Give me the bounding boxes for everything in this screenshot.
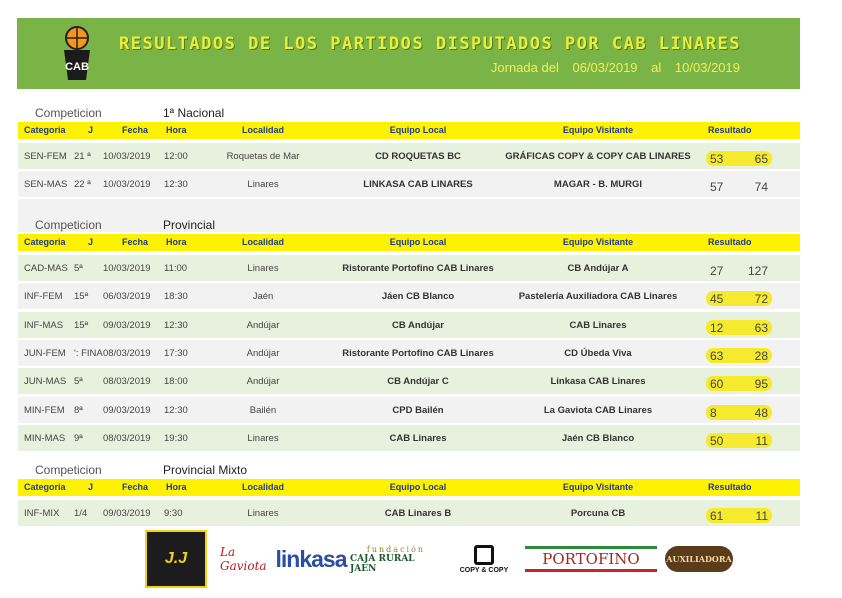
score-badge bbox=[706, 263, 772, 278]
sponsor-linkasa-logo: linkasa bbox=[275, 545, 347, 572]
cell-localidad: Bailén bbox=[249, 404, 277, 416]
date-al: al bbox=[651, 60, 662, 75]
cell-hora: 18:30 bbox=[164, 291, 188, 303]
cell-equipo-visitante: Porcuna CB bbox=[570, 508, 626, 519]
score-badge bbox=[706, 376, 772, 391]
column-header-j: J bbox=[88, 125, 94, 135]
score-local: 60 bbox=[710, 377, 724, 392]
cell-equipo-local: CAB Linares B bbox=[384, 508, 452, 519]
score-badge bbox=[706, 179, 772, 194]
sponsor-auxiliadora-logo: AUXILIADORA bbox=[665, 546, 733, 572]
score-visitante: 74 bbox=[754, 180, 768, 195]
column-header-j: J bbox=[88, 237, 94, 247]
table-row bbox=[18, 312, 800, 338]
jornada-label: Jornada del bbox=[490, 60, 559, 75]
score-visitante: 65 bbox=[754, 152, 768, 166]
cell-fecha: 09/03/2019 bbox=[103, 404, 151, 416]
column-header-local: Equipo Local bbox=[389, 482, 447, 492]
cell-categoria: INF-FEM bbox=[24, 291, 63, 303]
score-local: 12 bbox=[710, 320, 724, 335]
table-row bbox=[18, 500, 800, 526]
column-header-fecha: Fecha bbox=[122, 237, 149, 247]
score-visitante: 11 bbox=[755, 509, 768, 523]
cell-hora: 11:00 bbox=[164, 263, 188, 274]
column-header-hora: Hora bbox=[166, 482, 187, 492]
cell-categoria: JUN-FEM bbox=[24, 347, 66, 359]
cell-equipo-local: CAB Linares bbox=[389, 432, 447, 444]
sponsor-portofino-logo: PORTOFINO bbox=[525, 546, 657, 572]
cell-localidad: Linares bbox=[247, 432, 279, 444]
table-row bbox=[18, 283, 800, 309]
sponsor-caja-rural-logo bbox=[350, 530, 442, 588]
cell-jornada: 5ª bbox=[74, 263, 83, 274]
cell-jornada: 21 ª bbox=[74, 151, 91, 162]
cell-equipo-local: LINKASA CAB LINARES bbox=[363, 179, 473, 191]
cell-fecha: 10/03/2019 bbox=[103, 151, 151, 162]
table-header bbox=[18, 479, 800, 496]
score-visitante: 11 bbox=[755, 433, 768, 448]
table-row bbox=[18, 425, 800, 451]
date-range bbox=[481, 60, 740, 75]
column-header-hora: Hora bbox=[166, 237, 187, 247]
cell-fecha: 10/03/2019 bbox=[103, 179, 151, 191]
cell-fecha: 10/03/2019 bbox=[103, 263, 151, 274]
score-local: 8 bbox=[710, 405, 717, 420]
cell-categoria: SEN-MAS bbox=[24, 179, 68, 191]
sponsor-copy-logo bbox=[452, 530, 516, 588]
cell-equipo-visitante: Jaén CB Blanco bbox=[561, 432, 635, 444]
cell-hora: 19:30 bbox=[164, 432, 188, 444]
cell-equipo-local: Ristorante Portofino CAB Linares bbox=[342, 263, 494, 274]
cell-categoria: CAD-MAS bbox=[24, 263, 68, 274]
column-header-resultado: Resultado bbox=[708, 125, 752, 135]
cell-jornada: 15ª bbox=[74, 319, 89, 331]
score-badge bbox=[706, 433, 772, 448]
cell-categoria: INF-MIX bbox=[24, 508, 60, 519]
competition-label: Competicion bbox=[35, 463, 102, 477]
table-row bbox=[18, 368, 800, 394]
cell-categoria: INF-MAS bbox=[24, 319, 64, 331]
score-visitante: 28 bbox=[754, 348, 768, 363]
cell-equipo-local: CB Andújar bbox=[392, 319, 444, 331]
cell-equipo-local: CPD Bailén bbox=[392, 404, 444, 416]
score-local: 57 bbox=[710, 180, 724, 195]
score-badge bbox=[706, 291, 772, 306]
cell-localidad: Linares bbox=[247, 179, 279, 191]
cell-equipo-local: Jáen CB Blanco bbox=[381, 291, 455, 303]
cell-hora: 12:30 bbox=[164, 319, 188, 331]
column-header-resultado: Resultado bbox=[708, 237, 752, 247]
cell-categoria: MIN-FEM bbox=[24, 404, 65, 416]
sponsor-gaviota-logo: La Gaviota bbox=[220, 545, 267, 573]
cell-equipo-visitante: Linkasa CAB Linares bbox=[550, 376, 646, 388]
cell-jornada: 9ª bbox=[74, 432, 83, 444]
column-header-visitante: Equipo Visitante bbox=[562, 125, 634, 135]
cell-jornada: 22 ª bbox=[74, 179, 91, 191]
competition-name: Provincial bbox=[163, 218, 216, 232]
cell-equipo-local: CB Andújar C bbox=[387, 376, 449, 388]
column-header-fecha: Fecha bbox=[122, 125, 149, 135]
column-header-categoria: Categoria bbox=[24, 125, 66, 135]
score-local: 63 bbox=[710, 348, 724, 363]
date-from: 06/03/2019 bbox=[572, 60, 638, 75]
score-local: 45 bbox=[710, 292, 724, 307]
column-header-resultado: Resultado bbox=[708, 482, 752, 492]
competition-label: Competicion bbox=[35, 106, 102, 120]
column-header-fecha: Fecha bbox=[122, 482, 149, 492]
cell-localidad: Linares bbox=[247, 263, 279, 274]
column-header-localidad: Localidad bbox=[241, 482, 284, 492]
section-gap bbox=[18, 199, 800, 232]
caja-rural-line2: CAJA RURAL JAEN bbox=[350, 553, 415, 574]
column-header-local: Equipo Local bbox=[389, 237, 447, 247]
cell-hora: 17:30 bbox=[164, 347, 188, 359]
cell-hora: 18:00 bbox=[164, 376, 188, 388]
column-header-categoria: Categoria bbox=[24, 237, 66, 247]
cell-fecha: 08/03/2019 bbox=[103, 432, 151, 444]
cell-jornada: 15ª bbox=[74, 291, 89, 303]
cell-localidad: Andújar bbox=[246, 376, 280, 388]
sponsor-jj-logo: J.J bbox=[145, 530, 207, 588]
logo-text: CAB bbox=[65, 61, 89, 73]
table-row bbox=[18, 171, 800, 197]
table-row bbox=[18, 397, 800, 423]
score-visitante: 72 bbox=[754, 292, 768, 307]
score-badge bbox=[706, 320, 772, 335]
score-visitante: 95 bbox=[754, 377, 768, 392]
column-header-localidad: Localidad bbox=[241, 237, 284, 247]
cell-hora: 12:00 bbox=[164, 151, 188, 162]
cell-equipo-visitante: La Gaviota CAB Linares bbox=[543, 404, 653, 416]
score-badge bbox=[706, 151, 772, 166]
score-visitante: 127 bbox=[747, 264, 768, 278]
table-row bbox=[18, 143, 800, 169]
cell-hora: 12:30 bbox=[164, 404, 188, 416]
copy-text: COPY & COPY bbox=[459, 566, 509, 574]
cell-equipo-visitante: CAB Linares bbox=[569, 319, 627, 331]
cell-fecha: 09/03/2019 bbox=[103, 319, 151, 331]
cell-localidad: Linares bbox=[247, 508, 279, 519]
basketball-icon bbox=[55, 24, 99, 84]
cell-equipo-visitante: CB Andújar A bbox=[567, 263, 629, 274]
cell-localidad: Andújar bbox=[246, 347, 280, 359]
cell-categoria: MIN-MAS bbox=[24, 432, 66, 444]
cell-categoria: JUN-MAS bbox=[24, 376, 67, 388]
cell-equipo-visitante: MAGAR - B. MURGI bbox=[553, 179, 643, 191]
cell-fecha: 06/03/2019 bbox=[103, 291, 151, 303]
copy-icon bbox=[474, 545, 494, 565]
score-badge bbox=[706, 508, 772, 523]
cell-localidad: Roquetas de Mar bbox=[226, 151, 300, 162]
cell-jornada: 1/4 bbox=[74, 508, 88, 519]
cell-jornada: 8ª bbox=[74, 404, 83, 416]
score-local: 53 bbox=[710, 152, 724, 166]
competition-name: 1ª Nacional bbox=[163, 106, 225, 120]
cell-localidad: Andújar bbox=[246, 319, 280, 331]
competition-name: Provincial Mixto bbox=[163, 463, 248, 477]
cell-equipo-local: CD ROQUETAS BC bbox=[375, 151, 461, 162]
column-header-visitante: Equipo Visitante bbox=[562, 237, 634, 247]
score-visitante: 63 bbox=[754, 320, 768, 335]
table-header bbox=[18, 122, 800, 139]
cell-equipo-visitante: GRÁFICAS COPY & COPY CAB LINARES bbox=[505, 151, 691, 162]
cell-localidad: Jaén bbox=[252, 291, 274, 303]
score-visitante: 48 bbox=[754, 405, 768, 420]
table-row bbox=[18, 255, 800, 281]
cell-jornada: 5ª bbox=[74, 376, 83, 388]
page-title: RESULTADOS DE LOS PARTIDOS DISPUTADOS POR CAB LINARES bbox=[119, 34, 741, 54]
cell-equipo-visitante: Pastelería Auxiliadora CAB Linares bbox=[518, 291, 678, 303]
score-local: 27 bbox=[710, 264, 724, 278]
score-local: 61 bbox=[710, 509, 724, 523]
column-header-local: Equipo Local bbox=[389, 125, 447, 135]
caja-rural-line1: fundación bbox=[366, 544, 426, 554]
cell-fecha: 08/03/2019 bbox=[103, 376, 151, 388]
date-to: 10/03/2019 bbox=[674, 60, 740, 75]
score-local: 50 bbox=[710, 433, 724, 448]
cell-hora: 9:30 bbox=[164, 508, 183, 519]
table-header bbox=[18, 234, 800, 251]
column-header-j: J bbox=[88, 482, 94, 492]
cell-jornada: ': FINA bbox=[74, 347, 103, 359]
column-header-visitante: Equipo Visitante bbox=[562, 482, 634, 492]
table-row bbox=[18, 340, 800, 366]
column-header-categoria: Categoria bbox=[24, 482, 66, 492]
cell-equipo-visitante: CD Úbeda Viva bbox=[564, 347, 632, 359]
competition-label: Competicion bbox=[35, 218, 102, 232]
column-header-hora: Hora bbox=[166, 125, 187, 135]
column-header-localidad: Localidad bbox=[241, 125, 284, 135]
cell-categoria: SEN-FEM bbox=[24, 151, 67, 162]
cell-fecha: 09/03/2019 bbox=[103, 508, 151, 519]
cell-equipo-local: Ristorante Portofino CAB Linares bbox=[342, 347, 494, 359]
header-banner bbox=[17, 18, 800, 89]
score-badge bbox=[706, 348, 772, 363]
cell-hora: 12:30 bbox=[164, 179, 188, 191]
cell-fecha: 08/03/2019 bbox=[103, 347, 151, 359]
sponsor-strip bbox=[140, 530, 740, 590]
score-badge bbox=[706, 405, 772, 420]
